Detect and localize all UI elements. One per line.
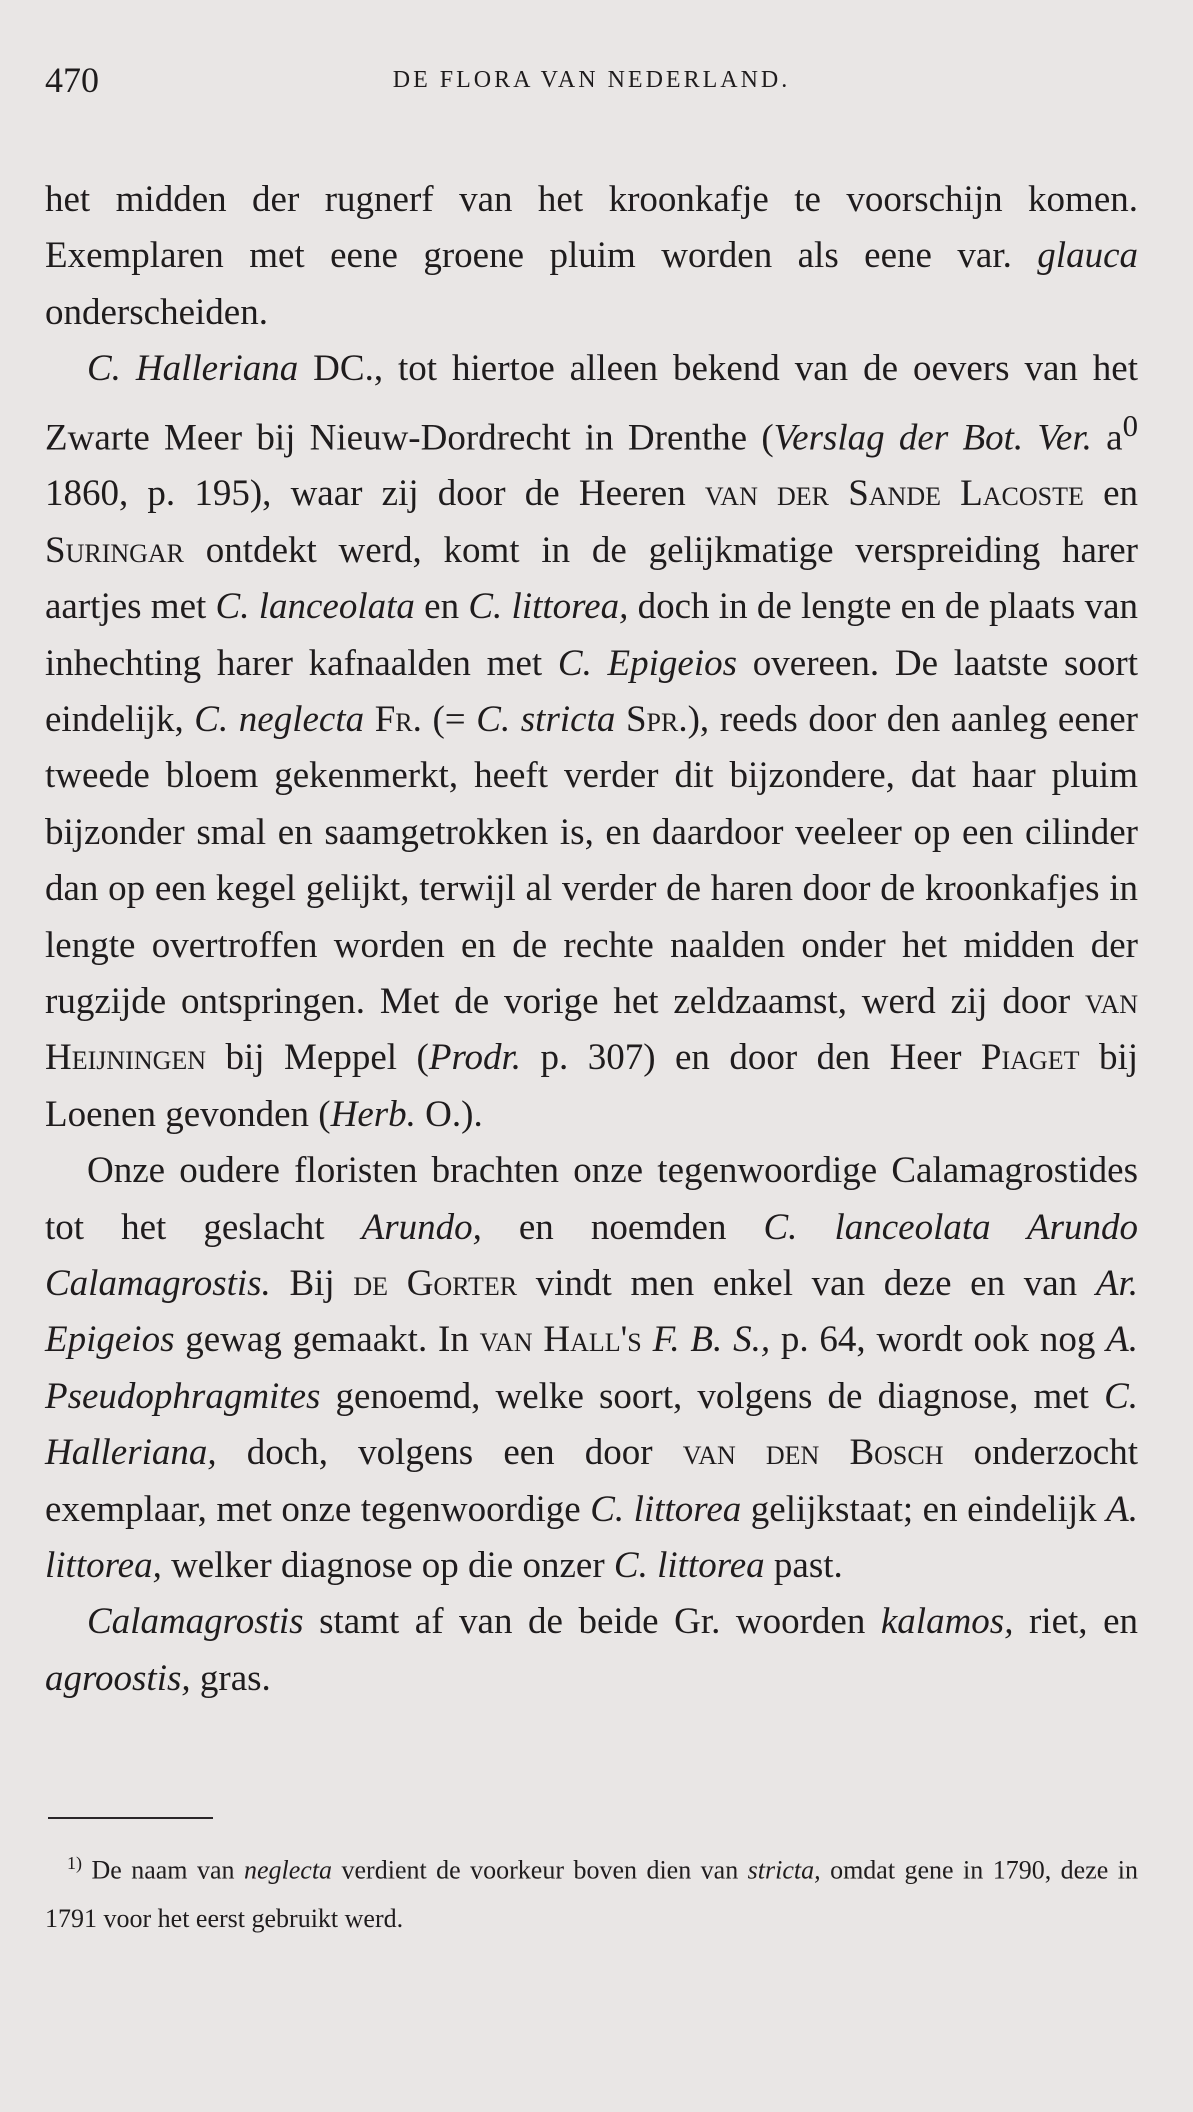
italic-run: agroostis, (45, 1657, 191, 1699)
text-run (642, 1319, 653, 1360)
text-run: welker diagnose op die onzer (161, 1545, 614, 1587)
italic-run: Ar. Epigeios (45, 1263, 1139, 1361)
italic-run: C. Epigeios (557, 642, 738, 684)
text-run: past. (764, 1545, 843, 1587)
text-run (364, 699, 375, 740)
text-run: doch in de lengte en de plaats van inhechting harer kafnaalden met (45, 586, 1138, 684)
text-run: onderzocht exemplaar, met onze tegenwoordige (45, 1432, 1138, 1530)
footnote (45, 1839, 1138, 1943)
running-title: DE FLORA VAN NEDERLAND. (392, 67, 791, 93)
text-run: gelijkstaat; en eindelijk (741, 1488, 1107, 1530)
paragraph (45, 341, 1138, 1143)
name-run: van der Sande Lacoste (704, 473, 1084, 515)
italic-run: C. littorea (613, 1545, 765, 1587)
text-run: a (1091, 416, 1123, 458)
italic-run: glauca (1037, 235, 1138, 277)
text-run: Onze oudere floristen brachten onze tegenwoordige Calamagrostides tot het geslacht (45, 1150, 1138, 1248)
italic-run: kalamos, (880, 1601, 1014, 1643)
text-run: vindt men enkel van deze en van (517, 1263, 1096, 1305)
italic-run: Prodr. (428, 1037, 522, 1079)
text-run: gras. (190, 1657, 271, 1699)
italic-run: C. neglecta (194, 698, 365, 740)
text-run: p. 64, wordt ook nog (770, 1319, 1107, 1361)
paragraph (45, 1594, 1138, 1707)
text-run: (= (421, 698, 477, 740)
name-run: de Gorter (353, 1263, 518, 1305)
footnote-rule (48, 1817, 213, 1819)
text-run: overeen. De laatste soort eindelijk, (45, 642, 1138, 740)
superscript-run: 1) (67, 1853, 82, 1874)
name-run: Fr. (374, 698, 422, 740)
text-run: stamt af van de beide Gr. woorden (303, 1601, 881, 1643)
paragraph (45, 1143, 1138, 1594)
name-run: van Heijningen (45, 981, 1138, 1079)
text-run: gewag gemaakt. In (174, 1319, 480, 1361)
text-run: O.). (415, 1093, 483, 1135)
text-run: ), reeds door den aanleg eener tweede bloem gekenmerkt, heeft verder dit bijzondere, dat haar pluim bijzonder smal en saamgetrokken is, en daardoor veeleer op een cilinder dan op een kegel gelijkt, terwijl al verder de haren door de kroonkafjes in lengte overtroffen worden en de rechte naalden onder het midden der rugzijde ontspringen. Met de vorige het zeldzaamst, werd zij door (45, 698, 1139, 1023)
name-run: Piaget (980, 1037, 1080, 1079)
text-run: bij Meppel ( (206, 1037, 429, 1079)
page-number: 470 (45, 60, 99, 100)
text-run: 1860, p. 195), waar zij door de Heeren (45, 473, 705, 515)
name-run: Spr. (625, 698, 688, 740)
superscript-run: 0 (1122, 408, 1138, 443)
text-run: riet, en (1013, 1601, 1138, 1643)
italic-run: A. littorea, (45, 1488, 1139, 1587)
italic-run: C. lanceolata Arundo Calamagrostis. (45, 1206, 1138, 1305)
text-run: en noemden (481, 1206, 764, 1248)
italic-run: C. lanceolata (215, 586, 415, 628)
text-run: het midden der rugnerf van het kroonkafje te voorschijn komen. Exemplaren met eene groene pluim worden als eene var. (45, 179, 1138, 277)
italic-run: C. Halleriana (87, 348, 299, 390)
italic-run: C. littorea, (468, 586, 629, 628)
italic-run: stricta, (747, 1855, 821, 1885)
text-run: en (1083, 473, 1138, 515)
text-run: bij Loenen gevonden ( (45, 1037, 1139, 1135)
italic-run: Calamagrostis (87, 1601, 304, 1643)
text-run: doch, volgens een door (216, 1432, 683, 1474)
running-head (45, 50, 1138, 110)
paragraph (45, 172, 1138, 341)
text-run: genoemd, welke soort, volgens de diagnose, met (320, 1375, 1105, 1417)
italic-run: neglecta (243, 1855, 333, 1885)
name-run: van Hall's (479, 1319, 642, 1361)
text-run: verdient de voorkeur boven dien van (332, 1855, 748, 1885)
text-run: p. 307) en door den Heer (521, 1037, 981, 1079)
italic-run: C. Halleriana, (45, 1375, 1138, 1474)
text-run: De naam van (82, 1855, 244, 1885)
text-run: ontdekt werd, komt in de gelijkmatige verspreiding harer aartjes met (45, 529, 1138, 628)
italic-run: Arundo, (361, 1206, 482, 1248)
italic-run: F. B. S., (652, 1319, 771, 1361)
body-text (45, 172, 1138, 1707)
text-run: omdat gene in 1790, deze in 1791 voor het eerst gebruikt werd. (45, 1855, 1138, 1933)
text-run: DC., tot hiertoe alleen bekend van de oevers van het Zwarte Meer bij Nieuw-Dordrecht in Drenthe ( (45, 348, 1139, 458)
name-run: Suringar (45, 529, 185, 571)
italic-run: A. Pseudophragmites (45, 1319, 1138, 1417)
italic-run: Herb. (330, 1093, 416, 1135)
text-run: Bij (270, 1263, 354, 1305)
name-run: van den Bosch (682, 1432, 944, 1474)
italic-run: C. stricta (476, 698, 616, 740)
italic-run: Verslag der Bot. Ver. (773, 416, 1092, 458)
text-run: onderscheiden. (45, 291, 268, 333)
italic-run: C. littorea (590, 1488, 742, 1530)
text-run: en (414, 586, 469, 628)
text-run (615, 699, 626, 740)
